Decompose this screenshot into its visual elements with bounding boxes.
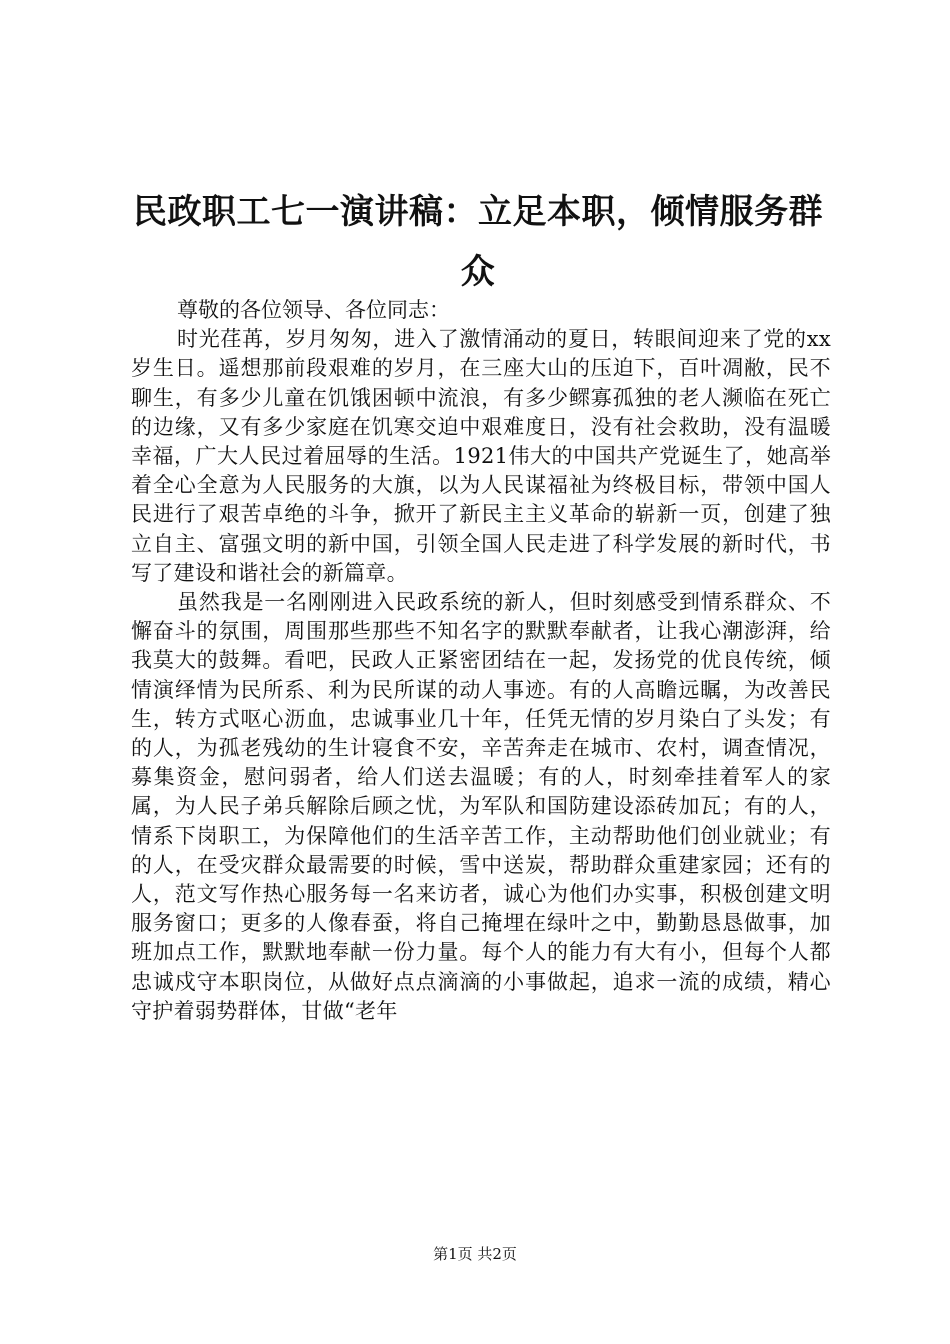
document-title: 民政职工七一演讲稿：立足本职，倾情服务群众 <box>133 192 823 292</box>
paragraph-2: 虽然我是一名刚刚进入民政系统的新人，但时刻感受到情系群众、不懈奋斗的氛围，周围那些那些不知名字的默默奉献者，让我心潮澎湃，给我莫大的鼓舞。看吧，民政人正紧密团结在一起，发扬党的优良传统，倾情演绎情为民所系、利为民所谋的动人事迹。有的人高瞻远瞩，为改善民生，转方式呕心沥血，忠诚事业几十年，任凭无情的岁月染白了头发；有的人，为孤老残幼的生计寝食不安，辛苦奔走在城市、农村，调查情况，募集资金，慰问弱者，给人们送去温暖；有的人，时刻牵挂着军人的家属，为人民子弟兵解除后顾之忧，为军队和国防建设添砖加瓦；有的人，情系下岗职工，为保障他们的生活辛苦工作，主动帮助他们创业就业；有的人，在受灾群众最需要的时候，雪中送炭，帮助群众重建家园；还有的人，范文写作热心服务每一名来访者，诚心为他们办实事，积极创建文明服务窗口；更多的人像春蚕，将自己掩埋在绿叶之中，勤勤恳恳做事，加班加点工作，默默地奉献一份力量。每个人的能力有大有小，但每个人都忠诚戍守本职岗位，从做好点点滴滴的小事做起，追求一流的成绩，精心守护着弱势群体，甘做“老年 <box>131 590 831 1023</box>
salutation: 尊敬的各位领导、各位同志： <box>177 298 450 322</box>
paragraph-1: 时光荏苒，岁月匆匆，进入了激情涌动的夏日，转眼间迎来了党的xx岁生日。遥想那前段艰难的岁月，在三座大山的压迫下，百叶凋敝，民不聊生，有多少儿童在饥饿困顿中流浪，有多少鳏寡孤独的老人濒临在死亡的边缘，又有多少家庭在饥寒交迫中艰难度日，没有社会救助，没有温暖幸福，广大人民过着屈辱的生活。1921伟大的中国共产党诞生了，她高举着全心全意为人民服务的大旗，以为人民谋福祉为终极目标，带领中国人民进行了艰苦卓绝的斗争，掀开了新民主主义革命的崭新一页，创建了独立自主、富强文明的新中国，引领全国人民走进了科学发展的新时代，书写了建设和谐社会的新篇章。 <box>131 327 831 585</box>
page-footer: 第1页 共2页 <box>433 1245 517 1263</box>
document-body <box>131 296 831 1026</box>
